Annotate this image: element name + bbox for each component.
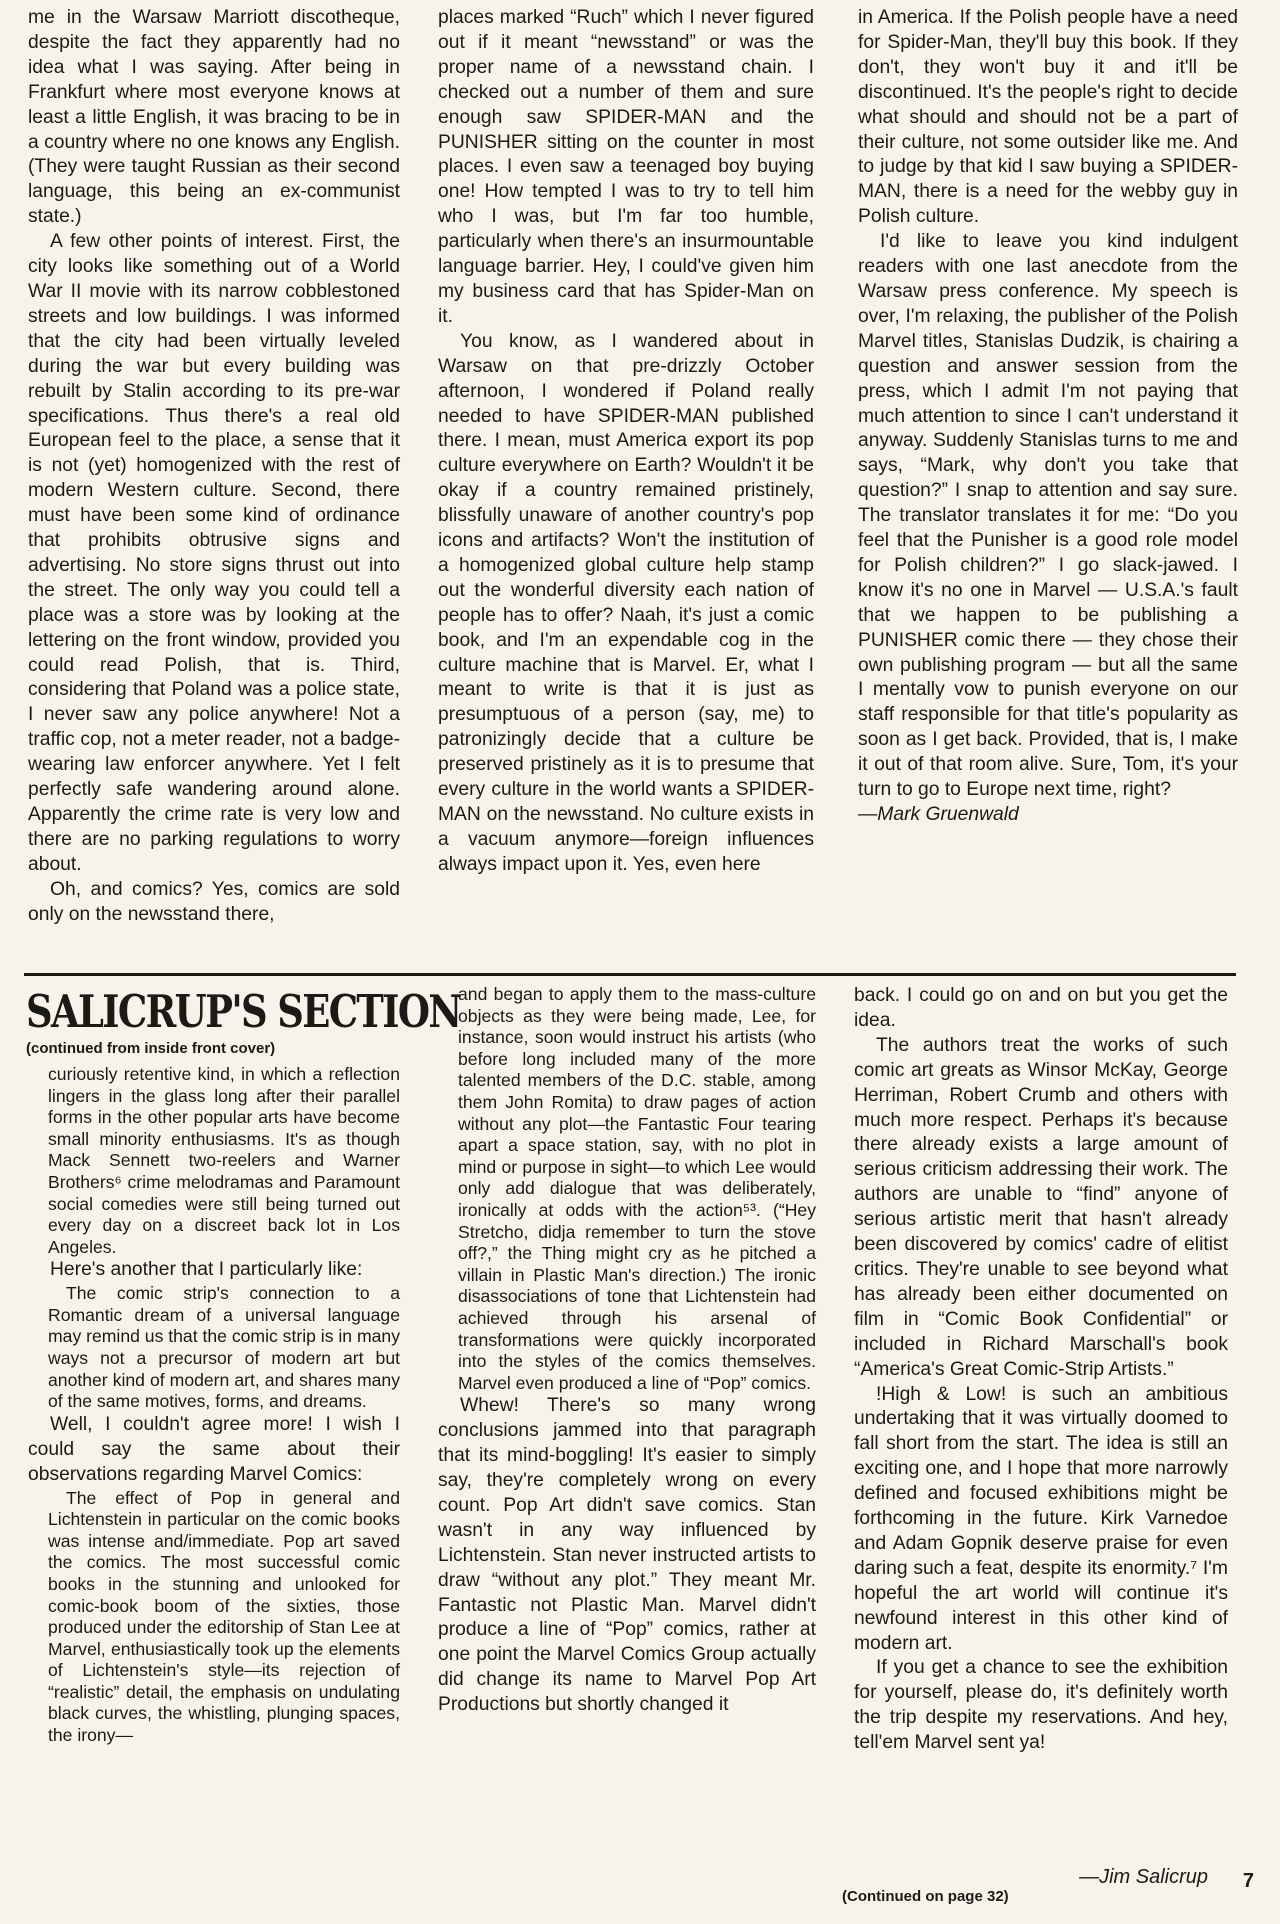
paragraph: If you get a chance to see the exhibition for yourself, please do, it's definitely worth the trip despite my reservations. And hey, tell'em Marvel sent ya! (854, 1657, 1228, 1754)
paragraph: Whew! There's so many wrong conclusions jammed into that paragraph that its mind-boggling! It's easier to simply say, they're completely wrong on every count. Pop Art didn't save comics. Stan wasn't in any way influenced by Lichtenstein. Stan never instructed artists to draw “without any plot.” They meant Mr. Fantastic not Plastic Man. Marvel didn't produce a line of “Pop” comics, rather at one point the Marvel Comics Group actually did change its name to Marvel Pop Art Productions but shortly changed it (438, 1395, 816, 1716)
top-column-2 (438, 6, 814, 878)
author-signature: —Jim Salicrup (1079, 1866, 1208, 1888)
page-number: 7 (1242, 1870, 1254, 1892)
block-quote: curiously retentive kind, in which a reflection lingers in the glass long after their parallel forms in the other popular arts have become small minority enthusiasms. It's as though Mack Sennett two-reelers and Warner Brothers⁶ crime melodramas and Paramount social comedies were still being turned out every day on a discreet back lot in Los Angeles. (48, 1064, 400, 1257)
block-quote: The effect of Pop in general and Lichtenstein in particular on the comic books was intense and/immediate. Pop art saved the comics. The most successful comic books in the stunning and unlooked for comic-book boom of the sixties, those produced under the editorship of Stan Lee at Marvel, enthusiastically took up the elements of Lichtenstein's style—its rejection of “realistic” detail, the emphasis on undulating black curves, the whistling, plunging spaces, the irony— (48, 1487, 400, 1746)
continued-note: (Continued on page 32) (842, 1888, 1009, 1905)
section-title: SALICRUP'S SECTION (26, 985, 461, 1038)
paragraph: A few other points of interest. First, the city looks like something out of a World War II movie with its narrow cobblestoned streets and low buildings. I was informed that the city had been virtually leveled during the war but every building was rebuilt by Stalin according to its pre-war specifications. Thus there's a real old European feel to the place, a sense that it is not (yet) homogenized with the rest of modern Western culture. Second, there must have been some kind of ordinance that prohibits obtrusive signs and advertising. No store signs thrust out into the street. The only way you could tell a place was a store was by looking at the lettering on the front window, provided you could read Polish, that is. Third, considering that Poland was a police state, I never saw any police anywhere! Not a traffic cop, not a meter reader, not a badge-wearing law enforcer anywhere. Yet I felt perfectly safe wandering around alone. Apparently the crime rate is very low and there are no parking regulations to worry about. (28, 231, 400, 875)
section-column-3 (854, 984, 1228, 1756)
block-quote: and began to apply them to the mass-culture objects as they were being made, Lee, for instance, soon would instruct his artists (who before long included many of the more talented members of the D.C. stable, among them John Romita) to draw pages of action without any plot—the Fantastic Four tearing apart a space station, say, with no plot in mind or purpose in sight—to which Lee would only add dialogue that was deliberately, ironically at odds with the action⁵³. (“Hey Stretcho, didja remember to turn the stove off?,” the Thing might cry as he pitched a villain in Plastic Man's direction.) The ironic disassociations of tone that Lichtenstein had achieved through his arsenal of transformations were quickly incorporated into the styles of the comics themselves. Marvel even produced a line of “Pop” comics. (458, 984, 816, 1393)
top-column-1 (28, 6, 400, 928)
paragraph: I'd like to leave you kind indulgent readers with one last anecdote from the Warsaw press conference. My speech is over, I'm relaxing, the publisher of the Polish Marvel titles, Stanislas Dudzik, is chairing a question and answer session from the press, which I admit I'm not paying that much attention to since I can't understand it anyway. Suddenly Stanislas turns to me and says, “Mark, why don't you take that question?” I snap to attention and say sure. The translator translates it for me: “Do you feel that the Punisher is a good role model for Polish children?” I go slack-jawed. I know it's no one in Marvel — U.S.A.'s fault that we happen to be publishing a PUNISHER comic there — they chose their own publishing program — but all the same I mentally vow to punish everyone on our staff responsible for that title's popularity as soon as I get back. Provided, that is, I make it out of that room alive. Sure, Tom, it's your turn to go to Europe next time, right? (858, 231, 1238, 801)
paragraph: me in the Warsaw Marriott discotheque, despite the fact they apparently had no idea what I was saying. After being in Frankfurt where most everyone knows at least a little English, it was bracing to be in a country where no one knows any English. (They were taught Russian as their second language, this being an ex-communist state.) (28, 7, 400, 228)
section-column-2 (438, 984, 816, 1718)
paragraph: Oh, and comics? Yes, comics are sold only on the newsstand there, (28, 878, 400, 925)
block-quote: The comic strip's connection to a Romantic dream of a universal language may remind us that the comic strip is in many ways not a precursor of modern art but another kind of modern art, and shares many of the same motives, forms, and dreams. (48, 1283, 400, 1412)
paragraph: The authors treat the works of such comic art greats as Winsor McKay, George Herriman, Robert Crumb and others with much more respect. Perhaps it's because there already exists a large amount of serious criticism addressing their work. The authors are unable to “find” anyone of serious artistic merit that hasn't already been discovered by comics' cadre of elitist critics. They're unable to see beyond what has already been either documented on film in “Comic Book Confidential” or included in Richard Marschall's book “America's Great Comic-Strip Artists.” (854, 1034, 1228, 1380)
section-column-1 (28, 1064, 400, 1747)
paragraph: in America. If the Polish people have a need for Spider-Man, they'll buy this book. If they don't, they won't buy it and it'll be discontinued. It's the people's right to decide what should and should not be a part of their culture, not some outsider like me. And to judge by that kid I saw buying a SPIDER-MAN, there is a need for the webby guy in Polish culture. (858, 7, 1238, 228)
author-signature: —Mark Gruenwald (858, 804, 1019, 825)
paragraph: places marked “Ruch” which I never figured out if it meant “newsstand” or was the proper name of a newsstand chain. I checked out a number of them and sure enough saw SPIDER-MAN and the PUNISHER sitting on the counter in most places. I even saw a teenaged boy buying one! How tempted I was to try to tell him who I was, but I'm far too humble, particularly when there's an insurmountable language barrier. Hey, I could've given him my business card that has Spider-Man on it. (438, 7, 814, 327)
top-column-3 (858, 6, 1238, 828)
paragraph: Here's another that I particularly like: (50, 1259, 363, 1281)
section-subtitle: (continued from inside front cover) (26, 1040, 276, 1057)
paragraph: You know, as I wandered about in Warsaw on that pre-drizzly October afternoon, I wondered if Poland really needed to have SPIDER-MAN published there. I mean, must America export its pop culture everywhere on Earth? Wouldn't it be okay if a country remained pristinely, blissfully unaware of another country's pop icons and artifacts? Won't the institution of a homogenized global culture help stamp out the wonderful diversity each nation of people has to offer? Naah, it's just a comic book, and I'm an expendable cog in the culture machine that is Marvel. Er, what I meant to write is that it is just as presumptuous of a person (say, me) to patronizingly decide that a culture be preserved pristinely as it is to presume that every culture in the world wants a SPIDER-MAN on the newsstand. No culture exists in a vacuum anymore—foreign influences always impact upon it. Yes, even here (438, 330, 814, 875)
section-divider (24, 973, 1236, 976)
paragraph: back. I could go on and on but you get the idea. (854, 985, 1228, 1031)
paragraph: !High & Low! is such an ambitious undertaking that it was virtually doomed to fall short from the start. The idea is still an exciting one, and I hope that more narrowly defined and focused exhibitions might be forthcoming in the future. Kirk Varnedoe and Adam Gopnik deserve praise for even daring such a feat, despite its enormity.⁷ I'm hopeful the art world will continue it's newfound interest in this other kind of modern art. (854, 1383, 1228, 1654)
paragraph: Well, I couldn't agree more! I wish I could say the same about their observations regarding Marvel Comics: (28, 1413, 400, 1485)
